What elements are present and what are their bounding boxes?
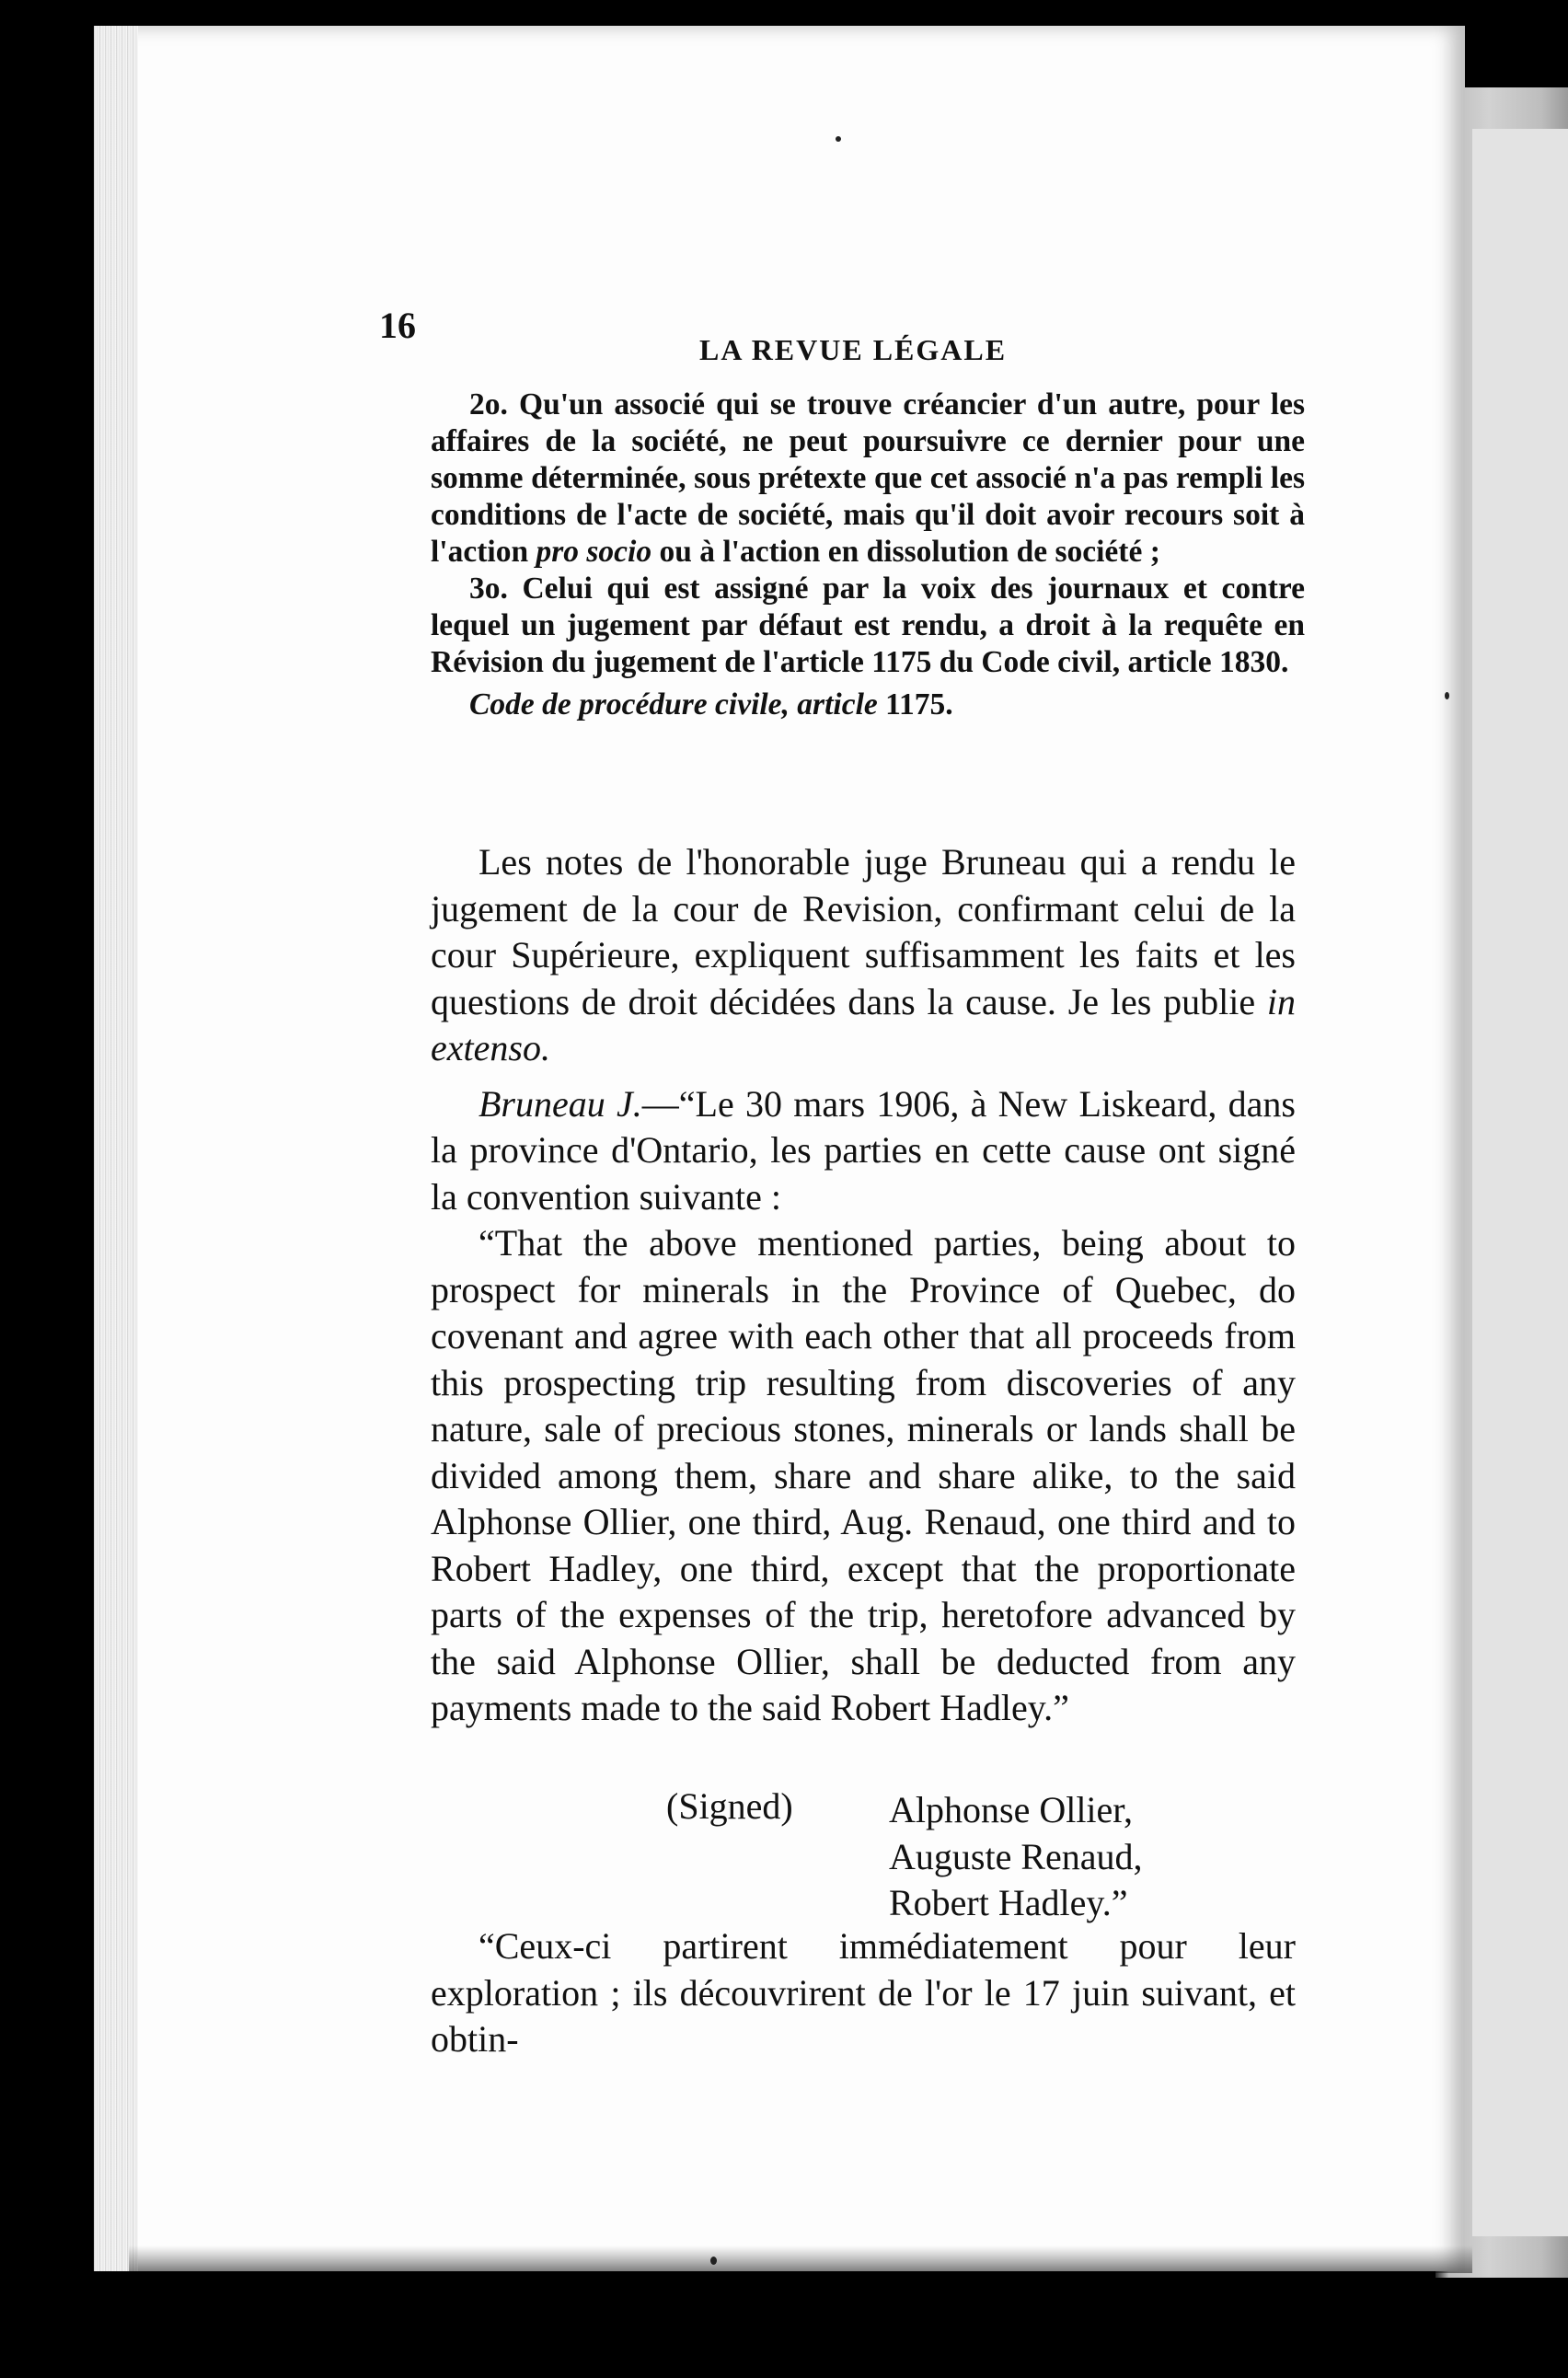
signature-name: Robert Hadley.” xyxy=(889,1882,1128,1923)
signature-name: Alphonse Ollier, xyxy=(889,1789,1134,1830)
headnote xyxy=(431,387,1305,723)
page-bottom-shadow xyxy=(129,2245,1472,2273)
headnote-text-end: ou à l'action en dissolution de société ; xyxy=(651,535,1160,569)
quote-paragraph: “That the above mentioned parties, being about to prospect for minerals in the Province of Quebec, do covenant and agree with each other that all proceeds from this prospecting trip resulting from discoveries of any nature, sale of precious stones, minerals or lands shall be divided among them, share and share alike, to the said Alphonse Ollier, one third, Aug. Renaud, one third and to Robert Hadley, one third, except that the proportionate parts of the expenses of the trip, heretofore advanced by the said Alphonse Ollier, shall be deducted from any payments made to the said Robert Hadley.” xyxy=(431,1222,1296,1728)
dust-speck xyxy=(836,136,841,142)
page-binding-edge xyxy=(94,26,138,2271)
headnote-paragraph-2 xyxy=(431,387,1305,571)
headnote-paragraph-3 xyxy=(431,571,1305,681)
dust-speck xyxy=(1445,692,1449,699)
page-number: 16 xyxy=(379,305,416,346)
citation-italic: Code de procédure civile, article xyxy=(469,687,878,721)
signed-label: (Signed) xyxy=(666,1785,793,1827)
judge-name: Bruneau J. xyxy=(478,1082,642,1125)
body-text xyxy=(431,839,1296,1732)
signature-name: Auguste Renaud, xyxy=(889,1835,1143,1877)
headnote-text: 2o. Qu'un associé qui se trouve créancier d'un autre, pour les affaires de la société, ne peut poursuivre ce dernier pour une somme déterminée, sous prétexte que cet associé n'a pas rempli les conditions de l'acte de société, mais qu'il doit avoir recours soit à l'action xyxy=(431,387,1305,569)
signature-names xyxy=(889,1787,1143,1927)
judge-text: —“Le 30 mars 1906, à New Liskeard, dans la province d'Ontario, les parties en cette cause ont signé la convention suivante : xyxy=(431,1082,1296,1218)
dust-speck xyxy=(710,2257,717,2265)
running-head: LA REVUE LÉGALE xyxy=(699,333,1008,366)
judge-paragraph xyxy=(431,1081,1296,1221)
intro-italic: in extenso. xyxy=(431,980,1296,1068)
closing-text xyxy=(431,1923,1296,2063)
adjacent-page xyxy=(1472,129,1568,2236)
citation xyxy=(431,687,1305,723)
intro-paragraph xyxy=(431,839,1296,1072)
intro-text: Les notes de l'honorable juge Bruneau qui a rendu le jugement de la cour de Revision, confirmant celui de la cour Supérieure, expliquent suffisamment les faits et les questions de droit décidées dans la cause. Je les publie xyxy=(431,841,1296,1022)
headnote-text: 3o. Celui qui est assigné par la voix des journaux et contre lequel un jugement par défaut est rendu, a droit à la requête en Révision du jugement de l'article 1175 du Code civil, article 1830. xyxy=(431,571,1305,679)
citation-number: 1175. xyxy=(885,687,953,721)
final-paragraph: “Ceux-ci partirent immédiatement pour leur exploration ; ils découvrirent de l'or le 17 juin suivant, et obtin- xyxy=(431,1925,1296,2060)
headnote-italic: pro socio xyxy=(536,535,652,569)
